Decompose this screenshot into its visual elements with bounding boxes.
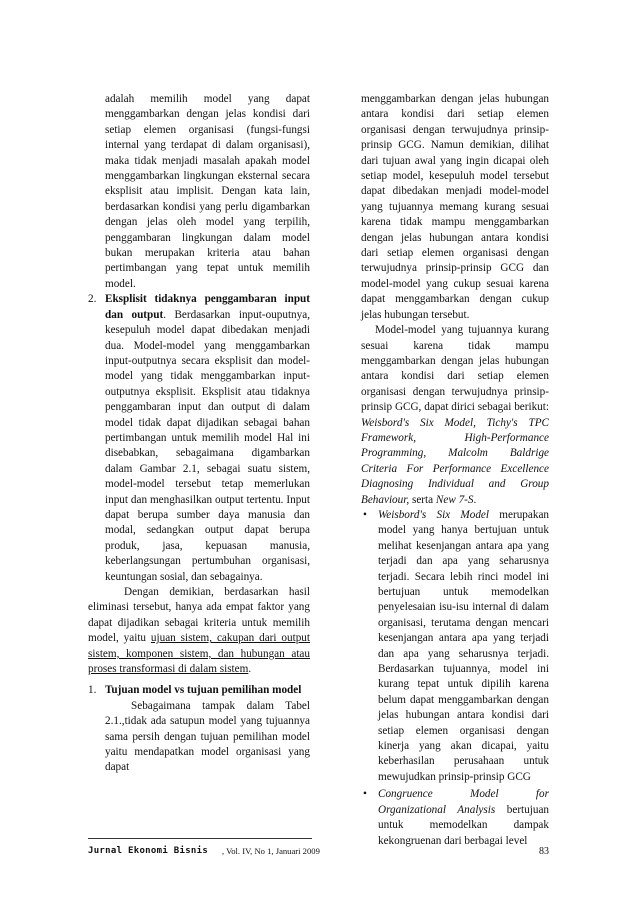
bullet-title: Weisbord's Six Model	[378, 508, 490, 521]
list-number: 1.	[88, 684, 97, 697]
bullet-body: bertujuan untuk memodelkan dampak kekongruenan dari berbagai level	[378, 803, 550, 847]
bullet-title: Congruence Model for Organizational Analysis	[378, 788, 549, 816]
right-column	[361, 92, 549, 849]
footer-rule	[88, 838, 312, 839]
model-list: Weisbord's Six Model, Tichy's TPC Framework, High-Performance Programming, Malcolm Baldrige Criteria For Performance Excellence Diagnosing Individual and Group Behaviour,	[361, 416, 549, 506]
models-paragraph: Model-model yang tujuannya kurang sesuai karena tidak mampu menggambarkan dengan jelas hubungan antara kondisi dari setiap elemen organisasi dengan terwujudnya prinsip-prinsip GCG, dapat dirici sebagai berikut: Weisbord's Six Model, Tichy's TPC Framework, High-Performance Programming, Malcolm Baldrige Criteria For Performance Excellence Diagnosing Individual and Group Behaviour, serta New 7-S.	[361, 324, 549, 506]
conclusion-paragraph: Dengan demikian, berdasarkan hasil eliminasi tersebut, hanya ada empat faktor yang dapat dijadikan sebagai kriteria untuk memilih model, yaitu ujuan sistem, cakupan dari output sistem, komponen sistem, dan hubungan atau proses transformasi di dalam sistem.	[88, 586, 310, 676]
list-item-body: Sebagaimana tampak dalam Tabel 2.1.,tidak ada satupun model yang tujuannya sama persih dengan tujuan pemilihan model yaitu mendapatkan model organisasi yang dapat	[105, 699, 310, 774]
continued-paragraph: adalah memilih model yang dapat menggambarkan dengan jelas kondisi dari setiap elemen organisasi (fungsi-fungsi internal yang terdapat di dalam organisasi), maka tidak menjadi masalah apakah model menggambarkan lingkungan eksternal secara eksplisit atau implisit. Dengan kata lain, berdasarkan kondisi yang perlu digambarkan dengan jelas oleh model yang terpilih, penggambaran lingkungan dalam model bukan merupakan kriteria atau bahan pertimbangan yang tepat untuk memilih model.	[105, 93, 310, 290]
list-item-body: . Berdasarkan input-ouputnya, kesepuluh model dapat dibedakan menjadi dua. Model-model yang menggambarkan input-outputnya secara eksplisit dan model-model yang tidak menggambarkan input-outputnya eksplisit. Eksplisit atau tidaknya penggambaran input dan output di dalam model tidak dapat dijadikan sebagai bahan pertimbangan untuk memilih model Hal ini disebabkan, sebagaimana digambarkan dalam Gambar 2.1, sebagai suatu sistem, model-model tersebut tetap memerlukan input dan menghasilkan output tertentu. Input dapat berupa sumber daya manusia dan modal, sedangkan output dapat berupa produk, jasa, kepuasan manusia, keberlangsungan pertumbuhan organisasi, keuntungan sosial, dan sebagainya.	[105, 308, 310, 583]
list-number: 2.	[88, 293, 97, 306]
bullet-item-congruence	[361, 787, 549, 849]
bullet-item-weisbord	[361, 508, 549, 785]
list-item-title: Tujuan model vs tujuan pemilihan model	[105, 684, 302, 697]
journal-issue: , Vol. IV, No 1, Januari 2009	[222, 846, 320, 856]
bullet-icon: •	[363, 788, 367, 801]
footer	[88, 846, 549, 860]
underlined-criteria: ujuan sistem, cakupan dari output sistem, komponen sistem, dan hubungan atau proses transformasi di dalam sistem	[88, 632, 310, 676]
page-number: 83	[539, 846, 549, 857]
continued-paragraph: menggambarkan dengan jelas hubungan antara kondisi dari setiap elemen organisasi dengan terwujudnya prinsip-prinsip GCG. Namun demikian, dilihat dari tujuan awal yang ingin dicapai oleh setiap model, kesepuluh model tersebut dapat dibedakan menjadi model-model yang tujuannya memang kurang sesuai karena tidak mampu menggambarkan dengan jelas hubungan antara kondisi dari setiap elemen organisasi dengan terwujudnya prinsip-prinsip GCG dan model-model yang cukup sesuai karena dapat menggambarkan dengan cukup jelas hubungan tersebut.	[361, 93, 549, 321]
journal-name: Jurnal Ekonomi Bisnis	[88, 846, 209, 856]
list-item-1	[88, 683, 310, 775]
bullet-icon: •	[363, 508, 367, 521]
list-item-2	[88, 292, 310, 585]
list-item-title: Eksplisit tidaknya penggambaran input dan output	[105, 293, 310, 321]
bullet-body: merupakan model yang hanya bertujuan untuk melihat kesenjangan antara apa yang terjadi dan apa yang seharusnya terjadi. Secara lebih rinci model ini bertujuan untuk memodelkan penyelesaian isu-isu internal di dalam organisasi, terutama dengan mencari kesenjangan antara apa yang terjadi dan apa yang seharusnya terjadi. Berdasarkan tujuannya, model ini kurang tepat untuk dipilih karena belum dapat menggambarkan dengan jelas hubungan antara kondisi dari setiap elemen organisasi dengan kinerja yang akan dicapai, yaitu keberhasilan perusahaan untuk mewujudkan prinsip-prinsip GCG	[378, 508, 550, 783]
left-column	[88, 92, 310, 776]
